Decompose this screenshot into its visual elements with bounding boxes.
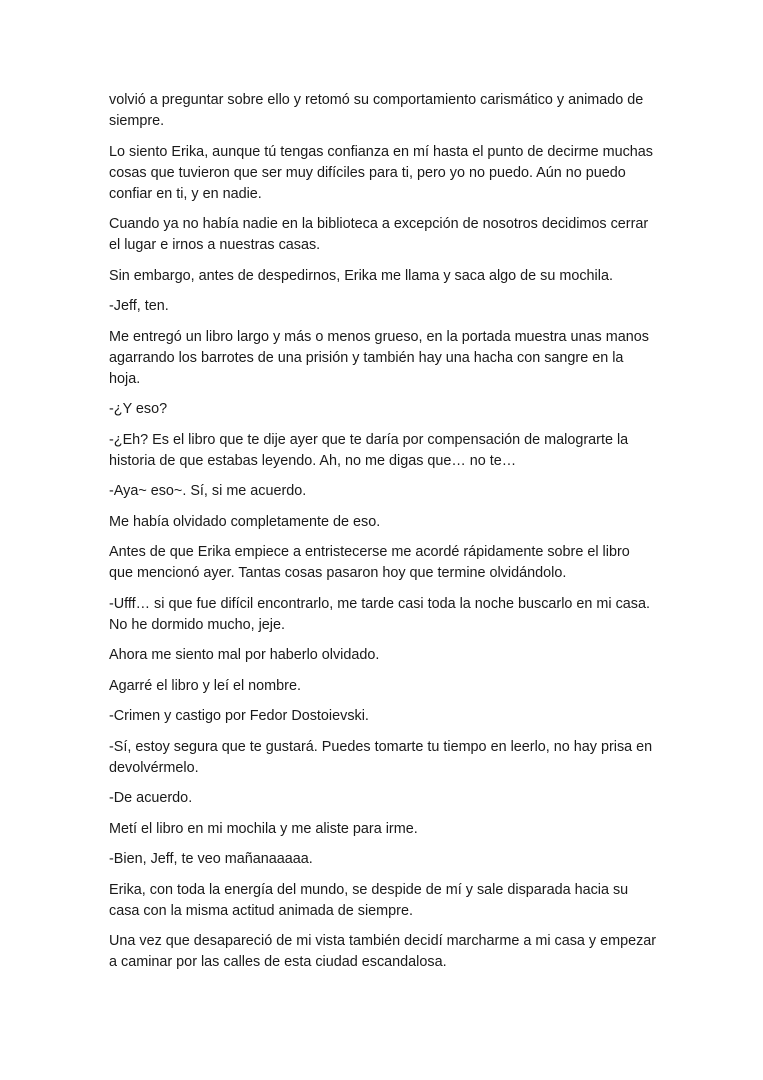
paragraph-17: -De acuerdo. [109,790,193,806]
paragraph-5: -Jeff, ten. [109,298,169,314]
paragraph-18: Metí el libro en mi mochila y me aliste para irme. [109,820,418,837]
paragraph-7: -¿Y eso? [109,401,168,417]
paragraph-11: Antes de que Erika empiece a entristecerse me acordé rápidamente sobre el libro que mencionó ayer. Tantas cosas pasaron hoy que termine olvidándolo. [109,544,630,581]
paragraph-15: -Crimen y castigo por Fedor Dostoievski. [109,708,369,724]
paragraph-20: Erika, con toda la energía del mundo, se despide de mí y sale disparada hacia su casa con la misma actitud animada de siempre. [109,881,629,919]
paragraph-2: Lo siento Erika, aunque tú tengas confianza en mí hasta el punto de decirme muchas cosas que tuvieron que ser muy difíciles para ti, pero yo no puedo. Aún no puedo confiar en ti, y en nadie. [109,143,653,202]
paragraph-4: Sin embargo, antes de despedirnos, Erika me llama y saca algo de su mochila. [109,267,613,284]
paragraph-8: -¿Eh? Es el libro que te dije ayer que te daría por compensación de malograrte la historia de que estabas leyendo. Ah, no me digas que… no te… [109,431,629,469]
paragraph-1: volvió a preguntar sobre ello y retomó su comportamiento carismático y animado de siempre. [109,92,644,129]
paragraph-12: -Ufff… si que fue difícil encontrarlo, me tarde casi toda la noche buscarlo en mi casa. No he dormido mucho, jeje. [109,595,650,633]
paragraph-19: -Bien, Jeff, te veo mañanaaaaa. [109,851,313,867]
paragraph-14: Agarré el libro y leí el nombre. [109,677,301,694]
paragraph-10: Me había olvidado completamente de eso. [109,513,381,530]
paragraph-3: Cuando ya no había nadie en la biblioteca a excepción de nosotros decidimos cerrar el lugar e irnos a nuestras casas. [109,216,649,253]
paragraph-21: Una vez que desapareció de mi vista también decidí marcharme a mi casa y empezar a caminar por las calles de esta ciudad escandalosa. [109,933,657,970]
paragraph-6: Me entregó un libro largo y más o menos grueso, en la portada muestra unas manos agarrando los barrotes de una prisión y también hay una hacha con sangre en la hoja. [109,328,649,387]
paragraph-9: -Aya~ eso~. Sí, si me acuerdo. [109,483,307,499]
document-body [109,90,657,983]
paragraph-16: -Sí, estoy segura que te gustará. Puedes tomarte tu tiempo en leerlo, no hay prisa en devolvérmelo. [109,738,653,776]
paragraph-13: Ahora me siento mal por haberlo olvidado. [109,647,380,663]
